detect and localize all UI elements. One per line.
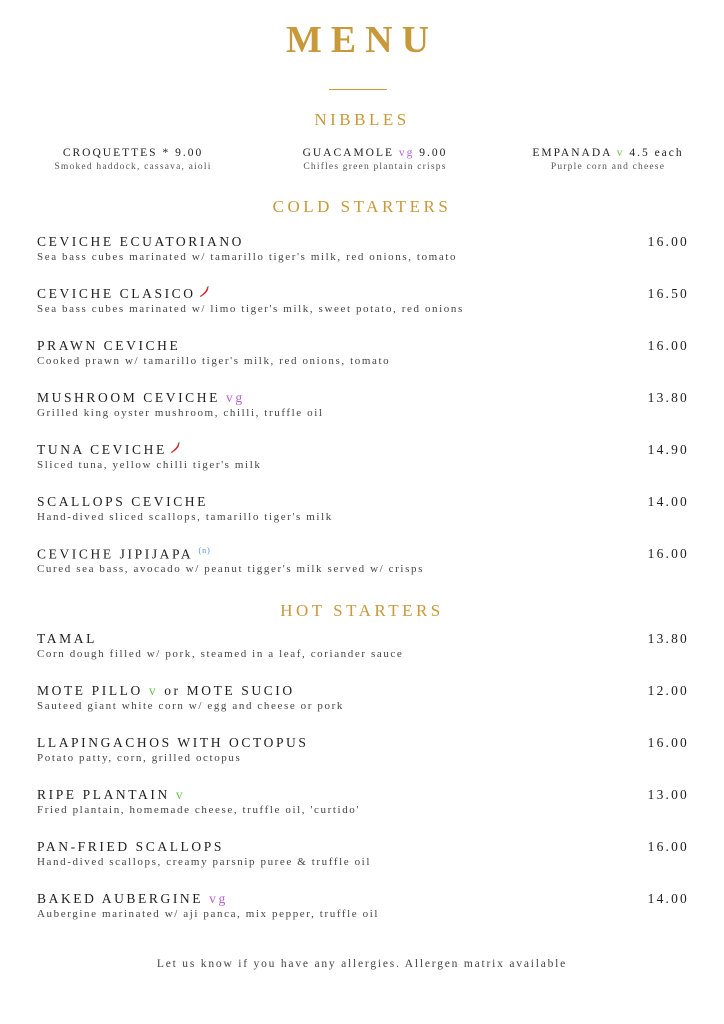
item-name: SCALLOPS CEVICHE xyxy=(37,494,208,509)
item-name: PAN-FRIED SCALLOPS xyxy=(37,839,224,854)
menu-item xyxy=(37,546,689,582)
nibble-item-croquettes xyxy=(22,147,244,172)
item-desc: Fried plantain, homemade cheese, truffle oil, 'curtido' xyxy=(37,804,360,816)
item-desc: Cooked prawn w/ tamarillo tiger's milk, red onions, tomato xyxy=(37,355,391,367)
item-desc: Sea bass cubes marinated w/ limo tiger's milk, sweet potato, red onions xyxy=(37,303,464,315)
item-name: MOTE PILLO v or MOTE SUCIO xyxy=(37,683,295,698)
menu-item xyxy=(37,494,689,530)
nibble-item-guacamole xyxy=(276,147,474,172)
item-name: LLAPINGACHOS WITH OCTOPUS xyxy=(37,735,309,750)
item-price: 16.00 xyxy=(647,234,689,249)
menu-item xyxy=(37,839,689,875)
item-desc: Corn dough filled w/ pork, steamed in a leaf, coriander sauce xyxy=(37,648,404,660)
item-price: 13.80 xyxy=(647,390,689,405)
chilli-pepper-icon xyxy=(169,442,181,454)
vegan-tag: vg xyxy=(225,390,245,405)
section-title-nibbles: NIBBLES xyxy=(314,110,410,129)
nibble-name: GUACAMOLE vg 9.00 xyxy=(302,147,448,159)
menu-item xyxy=(37,442,689,478)
item-name: MUSHROOM CEVICHE vg xyxy=(37,390,245,405)
item-desc: Hand-dived sliced scallops, tamarillo tiger's milk xyxy=(37,511,333,523)
menu-item xyxy=(37,286,689,322)
vegan-tag: vg xyxy=(209,891,228,906)
item-desc: Potato patty, corn, grilled octopus xyxy=(37,752,242,764)
item-name: TUNA CEVICHE xyxy=(37,442,181,458)
item-desc: Aubergine marinated w/ aji panca, mix pepper, truffle oil xyxy=(37,908,380,920)
item-desc: Grilled king oyster mushroom, chilli, truffle oil xyxy=(37,407,324,419)
menu-item xyxy=(37,338,689,374)
item-price: 16.00 xyxy=(647,839,689,854)
nibble-desc: Smoked haddock, cassava, aioli xyxy=(54,162,212,172)
item-name: CEVICHE ECUATORIANO xyxy=(37,234,245,249)
item-price: 16.00 xyxy=(647,735,689,750)
item-price: 14.00 xyxy=(647,891,689,906)
item-price: 16.50 xyxy=(647,286,689,301)
nut-tag: (n) xyxy=(198,546,211,555)
item-name: TAMAL xyxy=(37,631,97,646)
vegan-tag: vg xyxy=(398,147,415,159)
allergy-footer-note: Let us know if you have any allergies. Allergen matrix available xyxy=(156,958,568,970)
menu-title: MENU xyxy=(285,19,439,61)
section-title-hot-starters: HOT STARTERS xyxy=(280,601,444,620)
item-name: CEVICHE JIPIJAPA $^{(n)}$ xyxy=(37,546,211,562)
nibble-desc: Purple corn and cheese xyxy=(550,162,666,172)
vegetarian-tag: v xyxy=(175,787,186,802)
item-name: CEVICHE CLASICO xyxy=(37,286,210,302)
item-desc: Sea bass cubes marinated w/ tamarillo tiger's milk, red onions, tomato xyxy=(37,251,458,263)
menu-item xyxy=(37,787,689,823)
nibble-name: EMPANADA v 4.5 each xyxy=(532,147,684,159)
menu-item xyxy=(37,390,689,426)
item-desc: Sliced tuna, yellow chilli tiger's milk xyxy=(37,459,262,471)
menu-item xyxy=(37,735,689,771)
item-name: RIPE PLANTAIN v xyxy=(37,787,186,802)
menu-item xyxy=(37,631,689,667)
item-desc: Sauteed giant white corn w/ egg and cheese or pork xyxy=(37,700,344,712)
menu-item xyxy=(37,234,689,270)
item-desc: Cured sea bass, avocado w/ peanut tigger's milk served w/ crisps xyxy=(37,563,424,575)
nibble-item-empanada xyxy=(516,147,700,172)
chilli-pepper-icon xyxy=(198,286,210,298)
item-price: 16.00 xyxy=(647,546,689,561)
menu-item xyxy=(37,683,689,719)
title-divider xyxy=(329,89,387,90)
item-price: 13.80 xyxy=(647,631,689,646)
vegetarian-tag: v xyxy=(616,147,625,159)
item-price: 13.00 xyxy=(647,787,689,802)
item-desc: Hand-dived scallops, creamy parsnip puree & truffle oil xyxy=(37,856,371,868)
nibble-desc: Chifles green plantain crisps xyxy=(303,162,447,172)
item-price: 14.90 xyxy=(647,442,689,457)
item-price: 12.00 xyxy=(647,683,689,698)
nibble-name: CROQUETTES * 9.00 xyxy=(62,147,204,159)
item-name: PRAWN CEVICHE xyxy=(37,338,181,353)
vegetarian-tag: v xyxy=(148,683,159,698)
item-name: BAKED AUBERGINE vg xyxy=(37,891,228,906)
item-price: 14.00 xyxy=(647,494,689,509)
menu-item xyxy=(37,891,689,927)
section-title-cold-starters: COLD STARTERS xyxy=(272,197,452,216)
item-price: 16.00 xyxy=(647,338,689,353)
